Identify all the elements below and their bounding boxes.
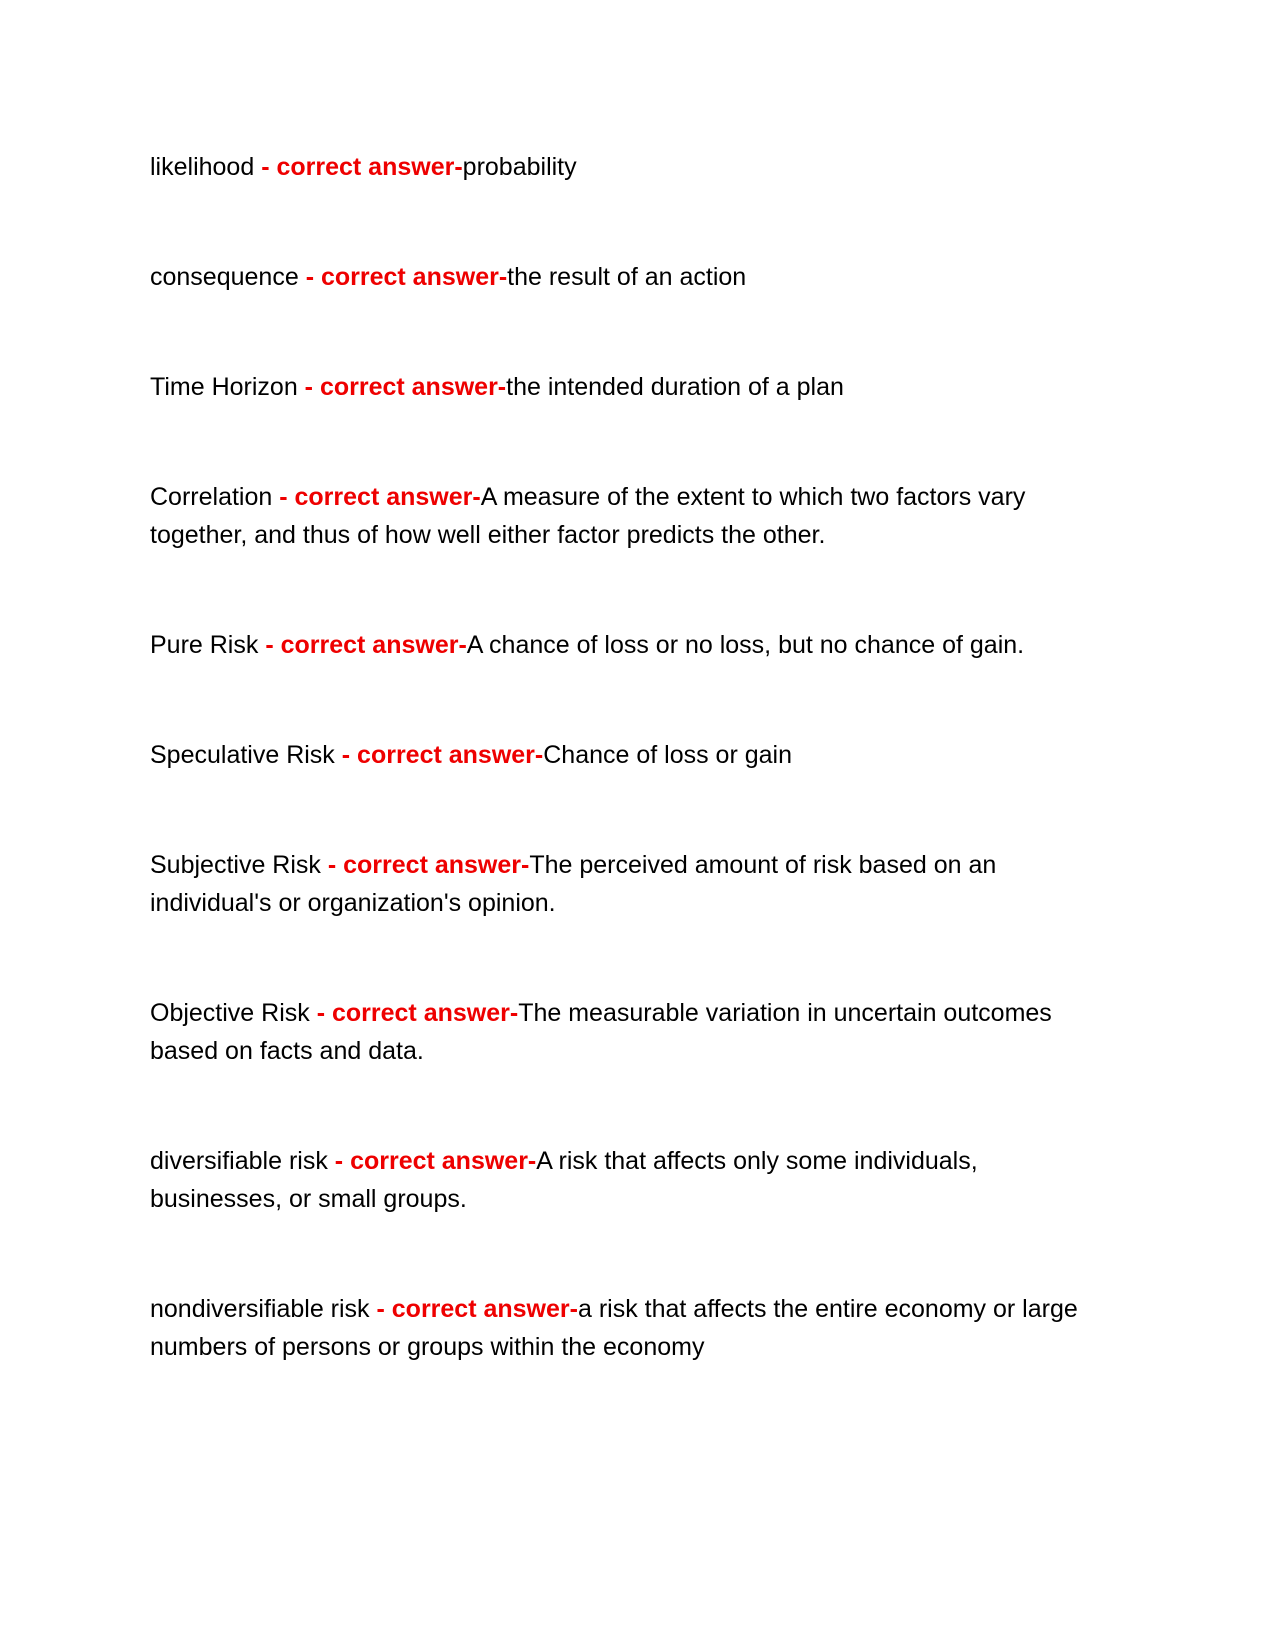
entry-definition: a risk that affects the entire economy or large numbers of persons or groups within the economy bbox=[150, 1295, 1078, 1361]
entry-definition: the intended duration of a plan bbox=[506, 373, 844, 401]
entry-definition: The measurable variation in uncertain outcomes based on facts and data. bbox=[150, 999, 1052, 1065]
answer-separator: - correct answer- bbox=[265, 631, 467, 659]
entry-pure-risk bbox=[150, 626, 1110, 664]
entry-term: Pure Risk bbox=[150, 631, 259, 659]
entry-definition: A risk that affects only some individuals, businesses, or small groups. bbox=[150, 1147, 978, 1213]
answer-separator: - correct answer- bbox=[304, 373, 507, 401]
entry-term: diversifiable risk bbox=[150, 1147, 328, 1175]
entry-nondiversifiable-risk bbox=[150, 1290, 1110, 1366]
entry-consequence bbox=[150, 258, 1110, 296]
entry-time-horizon bbox=[150, 368, 1110, 406]
answer-separator: - correct answer- bbox=[341, 741, 544, 769]
answer-separator: - correct answer- bbox=[334, 1147, 537, 1175]
answer-separator: - correct answer- bbox=[376, 1295, 578, 1323]
entry-definition: the result of an action bbox=[507, 263, 747, 291]
entry-term: likelihood bbox=[150, 153, 255, 181]
entry-subjective-risk bbox=[150, 846, 1110, 922]
answer-separator: - correct answer- bbox=[316, 999, 519, 1027]
entry-definition: The perceived amount of risk based on an individual's or organization's opinion. bbox=[150, 851, 997, 917]
entry-term: Time Horizon bbox=[150, 373, 298, 401]
entry-definition: A measure of the extent to which two factors vary together, and thus of how well either factor predicts the other. bbox=[150, 483, 1026, 549]
answer-separator: - correct answer- bbox=[305, 263, 508, 291]
entry-definition: probability bbox=[462, 153, 577, 181]
entry-definition: A chance of loss or no loss, but no chance of gain. bbox=[466, 631, 1025, 659]
entry-likelihood bbox=[150, 148, 1110, 186]
entry-objective-risk bbox=[150, 994, 1110, 1070]
entry-correlation bbox=[150, 478, 1110, 554]
entry-term: Subjective Risk bbox=[150, 851, 321, 879]
entry-term: nondiversifiable risk bbox=[150, 1295, 370, 1323]
entry-speculative-risk bbox=[150, 736, 1110, 774]
entry-term: consequence bbox=[150, 263, 299, 291]
entry-definition: Chance of loss or gain bbox=[543, 741, 792, 769]
entry-term: Correlation bbox=[150, 483, 273, 511]
answer-separator: - correct answer- bbox=[279, 483, 481, 511]
answer-separator: - correct answer- bbox=[327, 851, 530, 879]
answer-separator: - correct answer- bbox=[261, 153, 463, 181]
entry-diversifiable-risk bbox=[150, 1142, 1110, 1218]
entry-term: Objective Risk bbox=[150, 999, 310, 1027]
entry-term: Speculative Risk bbox=[150, 741, 335, 769]
